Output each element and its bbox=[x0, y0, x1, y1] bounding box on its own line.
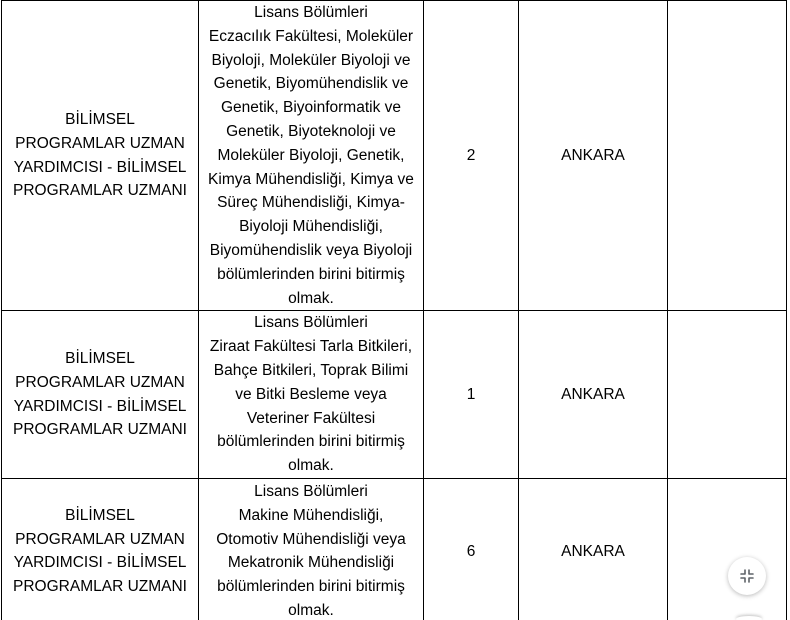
position-title-line: PROGRAMLAR UZMANI bbox=[13, 421, 187, 439]
requirement-line: Mekatronik Mühendisliği bbox=[227, 554, 395, 572]
requirement-line: Genetik, Biyomühendislik ve bbox=[213, 75, 409, 93]
requirement-line: olmak. bbox=[288, 602, 334, 620]
collapse-arrows-icon bbox=[739, 568, 755, 584]
floating-button-shadow bbox=[736, 616, 762, 620]
position-title-line: PROGRAMLAR UZMAN bbox=[15, 373, 185, 391]
position-title-line: PROGRAMLAR UZMANI bbox=[13, 578, 187, 596]
extra-cell bbox=[668, 311, 787, 479]
requirement-line: Ziraat Fakültesi Tarla Bitkileri, bbox=[209, 338, 413, 356]
requirement-line: Lisans Bölümleri bbox=[254, 483, 368, 501]
position-count-cell: 2 bbox=[424, 1, 519, 311]
city-cell: ANKARA bbox=[519, 311, 668, 479]
extra-cell bbox=[668, 1, 787, 311]
requirement-line: bölümlerinden birini bitirmiş bbox=[217, 433, 405, 451]
requirements-cell bbox=[199, 1, 424, 311]
requirements-cell bbox=[199, 311, 424, 479]
city-cell: ANKARA bbox=[519, 478, 668, 620]
position-title-line: PROGRAMLAR UZMAN bbox=[15, 530, 185, 548]
table-row bbox=[2, 311, 787, 479]
requirement-line: ve Bitki Besleme veya bbox=[235, 385, 387, 403]
requirement-line: Lisans Bölümleri bbox=[254, 4, 368, 21]
requirement-line: olmak. bbox=[288, 289, 334, 307]
position-title-line: YARDIMCISI - BİLİMSEL bbox=[13, 397, 187, 415]
requirement-line: Bahçe Bitkileri, Toprak Bilimi bbox=[213, 361, 409, 379]
position-title-line: YARDIMCISI - BİLİMSEL bbox=[13, 158, 187, 176]
extra-cell bbox=[668, 478, 787, 620]
requirement-line: Genetik, Biyoinformatik ve bbox=[220, 99, 402, 117]
requirement-line: Biyoloji Mühendisliği, bbox=[239, 218, 383, 236]
requirement-line: Makine Mühendisliği, bbox=[238, 506, 384, 524]
requirement-line: Lisans Bölümleri bbox=[254, 314, 368, 332]
position-title-cell bbox=[2, 1, 199, 311]
position-title-line: PROGRAMLAR UZMAN bbox=[15, 134, 185, 152]
requirements-cell bbox=[199, 478, 424, 620]
table-row bbox=[2, 1, 787, 311]
position-title-line: BİLİMSEL bbox=[65, 350, 135, 368]
position-title-line: BİLİMSEL bbox=[65, 506, 135, 524]
table-row bbox=[2, 478, 787, 620]
requirement-line: Eczacılık Fakültesi, Moleküler bbox=[208, 27, 414, 45]
requirement-line: Biyoloji, Moleküler Biyoloji ve bbox=[211, 51, 411, 69]
positions-table bbox=[1, 0, 787, 620]
position-count-cell: 1 bbox=[424, 311, 519, 479]
position-title-line: BİLİMSEL bbox=[65, 111, 135, 129]
position-title-line: YARDIMCISI - BİLİMSEL bbox=[13, 554, 187, 572]
requirement-line: Veteriner Fakültesi bbox=[246, 409, 376, 427]
requirement-line: Otomotiv Mühendisliği veya bbox=[216, 530, 406, 548]
collapse-button[interactable] bbox=[728, 557, 766, 595]
position-count-cell: 6 bbox=[424, 478, 519, 620]
position-title-cell bbox=[2, 478, 199, 620]
requirement-line: Süreç Mühendisliği, Kimya- bbox=[217, 194, 405, 212]
position-title-cell bbox=[2, 311, 199, 479]
requirement-line: olmak. bbox=[288, 457, 334, 475]
city-cell: ANKARA bbox=[519, 1, 668, 311]
requirement-line: Moleküler Biyoloji, Genetik, bbox=[217, 146, 405, 164]
requirement-line: Genetik, Biyoteknoloji ve bbox=[226, 122, 396, 140]
requirement-line: Kimya Mühendisliği, Kimya ve bbox=[208, 170, 414, 188]
requirement-line: Biyomühendislik veya Biyoloji bbox=[209, 241, 413, 259]
requirement-line: bölümlerinden birini bitirmiş bbox=[217, 578, 405, 596]
requirement-line: bölümlerinden birini bitirmiş bbox=[217, 265, 405, 283]
position-title-line: PROGRAMLAR UZMANI bbox=[13, 182, 187, 200]
